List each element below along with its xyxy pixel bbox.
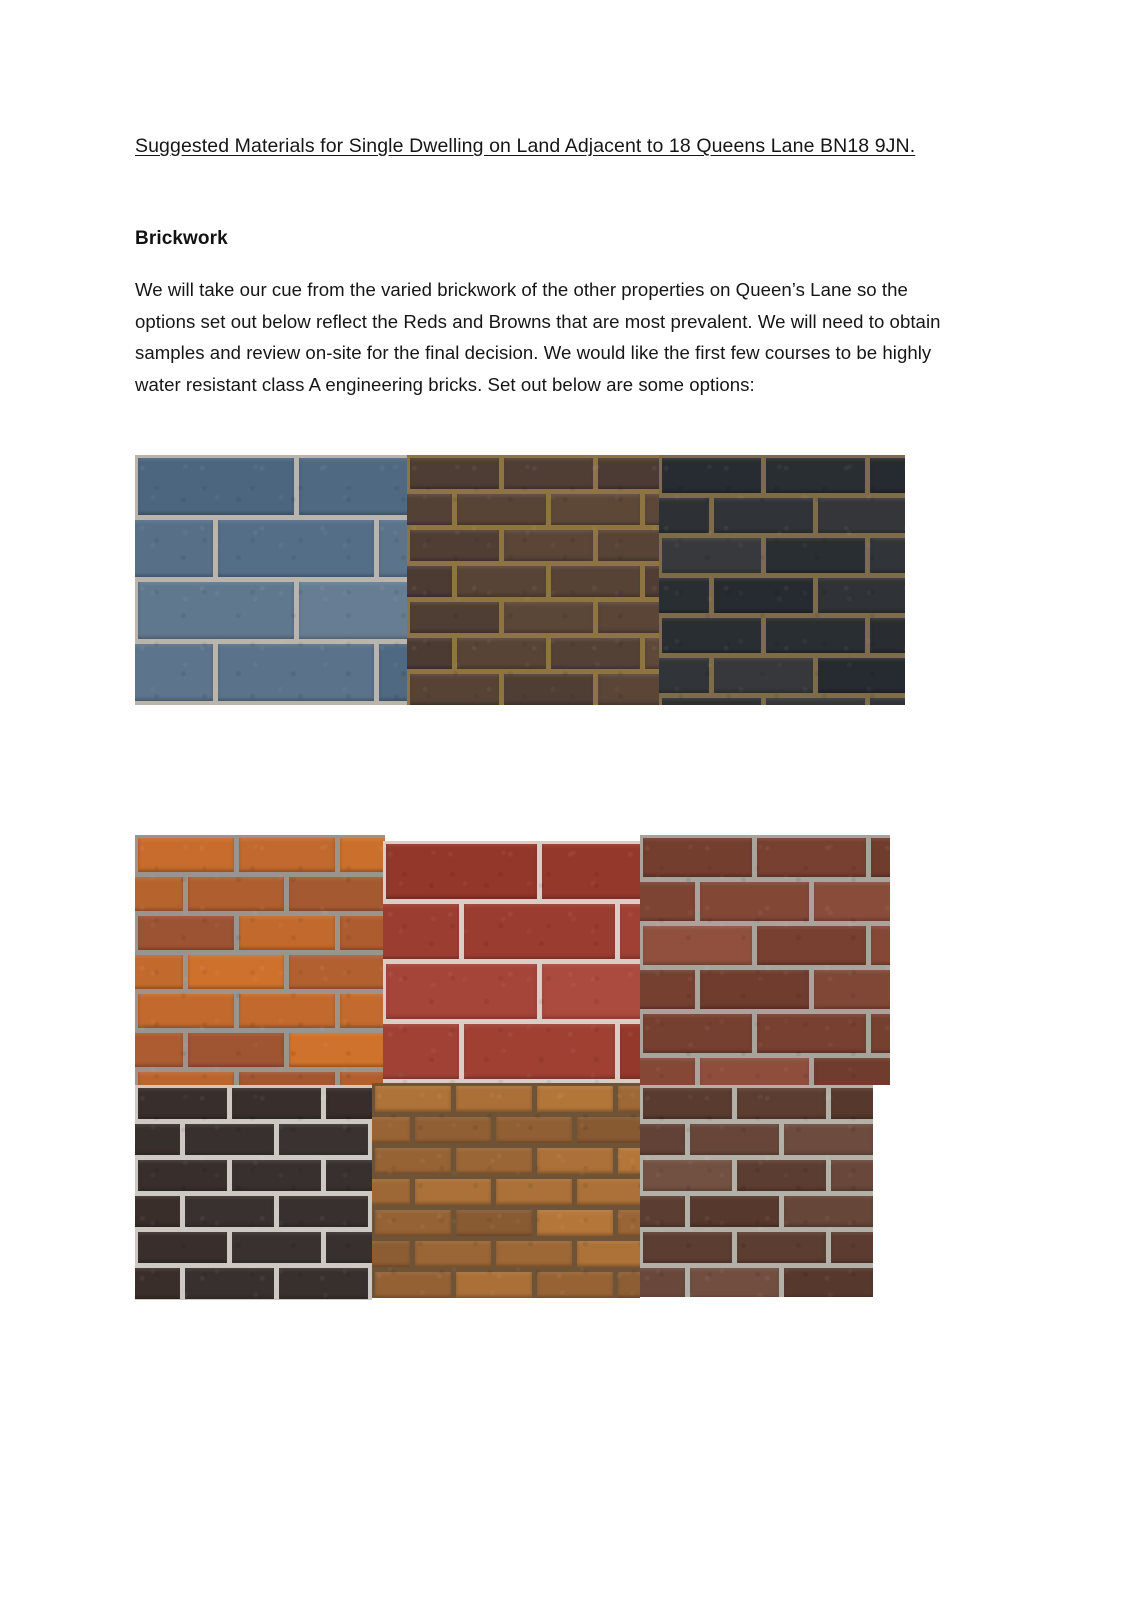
brick-sample-blue-engineering xyxy=(135,455,407,705)
page-title: Suggested Materials for Single Dwelling on Land Adjacent to 18 Queens Lane BN18 9JN. xyxy=(135,135,916,157)
facing-brick-gallery xyxy=(135,835,895,1300)
brick-sample-blue-black-engineering xyxy=(659,455,905,705)
brick-sample-brown-multi-stock xyxy=(640,1085,873,1297)
brick-sample-dark-staffordshire-blue xyxy=(135,1085,372,1300)
brick-sample-orange-red-multi xyxy=(135,835,385,1085)
brick-sample-brown-multi xyxy=(407,455,659,705)
body-paragraph: We will take our cue from the varied brickwork of the other properties on Queen’s Lane so the options set out below reflect the Reds and Browns that are most prevalent. We will need to obtain samples and review on-site for the final decision. We would like the first few courses to be highly water resistant class A engineering bricks. Set out below are some options: xyxy=(135,279,941,395)
engineering-brick-gallery xyxy=(135,455,905,705)
section-heading-brickwork: Brickwork xyxy=(135,228,228,249)
brick-sample-orange-brown-mixture xyxy=(372,1083,640,1298)
brick-sample-weathered-red-blend xyxy=(640,835,890,1085)
brick-sample-red-stock xyxy=(383,841,640,1097)
